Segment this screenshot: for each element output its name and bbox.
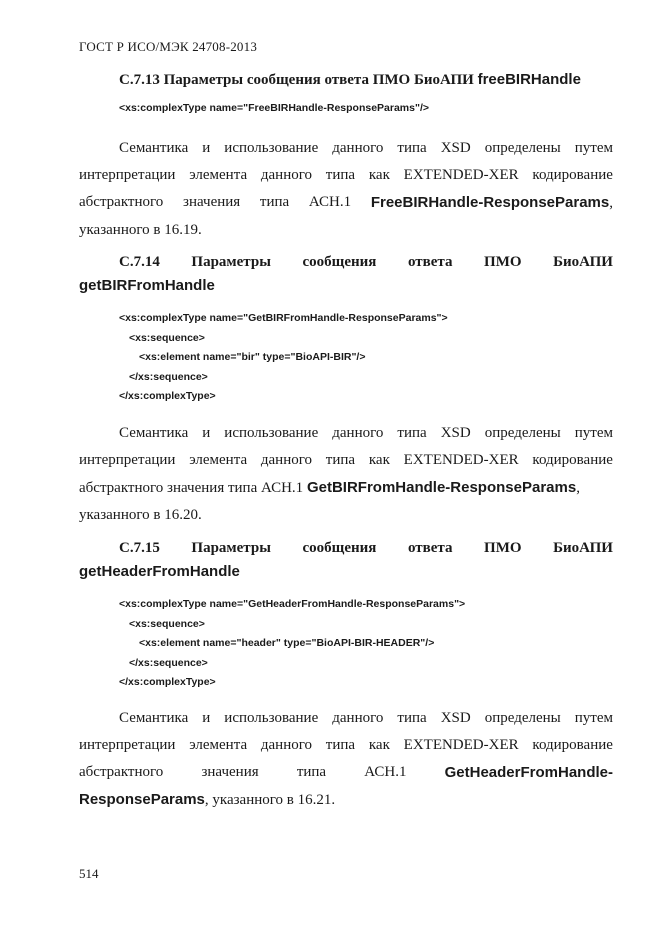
word: путем [574, 425, 613, 441]
punctuation: , [576, 480, 580, 496]
word: кодирование [532, 737, 613, 753]
word: определены [484, 425, 561, 441]
code-line: </xs:sequence> [129, 656, 208, 669]
word: EXTENDED-XER [403, 737, 519, 753]
word: и [202, 425, 211, 441]
word: Семантика [119, 710, 189, 726]
heading-line [79, 540, 613, 557]
xml-code-block [119, 595, 465, 693]
paragraph-line [79, 420, 613, 447]
code-line: <xs:complexType name="FreeBIRHandle-ResponseParams"/> [119, 102, 430, 114]
word: данного [260, 737, 313, 753]
word: элемента [189, 167, 248, 183]
word: XSD [440, 140, 471, 156]
paragraph-line [79, 474, 613, 502]
section-heading [79, 540, 613, 580]
paragraph [79, 420, 613, 529]
heading-line [79, 254, 613, 271]
heading-word: ПМО [372, 72, 411, 88]
heading-word: ПМО [484, 540, 522, 556]
word: значения [201, 764, 259, 780]
type-name: GetBIRFromHandle-ResponseParams [306, 479, 577, 496]
section-number: С.7.14 [119, 254, 160, 270]
word: данного [260, 167, 313, 183]
word: абстрактного [79, 480, 164, 496]
paragraph [79, 135, 613, 244]
code-line: </xs:sequence> [129, 370, 208, 383]
word: типа [325, 737, 356, 753]
paragraph-tail: указанного в 16.21. [208, 792, 336, 808]
word: значения [167, 480, 225, 496]
word: элемента [189, 452, 248, 468]
section-heading [79, 71, 613, 89]
type-name: GetHeaderFromHandle- [444, 764, 613, 781]
document-header: ГОСТ Р ИСО/МЭК 24708-2013 [79, 39, 258, 54]
code-line: </xs:complexType> [119, 676, 216, 688]
code-line: <xs:element name="bir" type="BioAPI-BIR"/> [139, 351, 366, 363]
word: типа [397, 140, 427, 156]
word: использование [224, 710, 319, 726]
paragraph [79, 705, 613, 814]
heading-word: Параметры [191, 254, 271, 270]
word: использование [224, 425, 319, 441]
paragraph-line [79, 786, 613, 814]
code-line: <xs:complexType name="GetHeaderFromHandle-ResponseParams"> [119, 598, 466, 610]
word: и [202, 140, 211, 156]
code-line: </xs:complexType> [119, 390, 216, 402]
word: абстрактного [79, 764, 164, 780]
page-number: 514 [79, 866, 99, 881]
paragraph-line [79, 447, 613, 474]
word: интерпретации [79, 167, 176, 183]
word: типа [325, 452, 356, 468]
paragraph-line [79, 162, 613, 189]
word: АСН.1 [261, 480, 304, 496]
punctuation: , [204, 792, 209, 808]
word: EXTENDED-XER [403, 452, 519, 468]
heading-word: сообщения [302, 540, 377, 556]
paragraph-line [79, 732, 613, 759]
heading-word: БиоАПИ [413, 72, 474, 88]
word: как [368, 167, 390, 183]
section-number: С.7.13 [119, 72, 160, 88]
heading-code-name: getBIRFromHandle [79, 277, 215, 294]
heading-word: ответа [407, 540, 453, 556]
word: как [368, 737, 390, 753]
word: использование [224, 140, 319, 156]
punctuation: , [609, 195, 613, 211]
word: АСН.1 [364, 764, 407, 780]
word: АСН.1 [308, 194, 352, 210]
word: как [368, 452, 390, 468]
word: кодирование [532, 167, 613, 183]
heading-word: сообщения [302, 254, 377, 270]
word: типа [325, 167, 356, 183]
word: EXTENDED-XER [403, 167, 519, 183]
heading-code-name: getHeaderFromHandle [79, 563, 240, 580]
heading-word: Параметры [191, 540, 271, 556]
paragraph-line [79, 705, 613, 732]
type-name-continuation: ResponseParams [79, 791, 205, 808]
heading-word: ответа [324, 72, 369, 88]
heading-word: БиоАПИ [553, 540, 613, 556]
word: интерпретации [79, 452, 176, 468]
word: данного [332, 710, 384, 726]
word: путем [574, 140, 613, 156]
word: типа [296, 764, 327, 780]
word: XSD [440, 425, 471, 441]
word: Семантика [119, 140, 189, 156]
xml-code-block [119, 309, 448, 407]
section-number: С.7.15 [119, 540, 160, 556]
paragraph-line [79, 135, 613, 162]
heading-code-name: freeBIRHandle [477, 71, 581, 88]
code-line: <xs:element name="header" type="BioAPI-BIR-HEADER"/> [139, 637, 435, 649]
heading-word: Параметры [163, 72, 244, 88]
word: XSD [440, 710, 471, 726]
heading-word: сообщения [246, 72, 321, 88]
word: определены [484, 710, 561, 726]
word: типа [397, 710, 427, 726]
xml-code-block [119, 99, 429, 119]
word: кодирование [532, 452, 613, 468]
paragraph-line: указанного в 16.19. [79, 222, 202, 238]
code-line: <xs:complexType name="GetBIRFromHandle-ResponseParams"> [119, 312, 448, 324]
word: типа [227, 480, 258, 496]
paragraph-line [79, 759, 613, 786]
paragraph-line [79, 189, 613, 217]
word: путем [574, 710, 613, 726]
word: Семантика [119, 425, 189, 441]
heading-word: БиоАПИ [553, 254, 613, 270]
word: данного [332, 140, 384, 156]
code-line: <xs:sequence> [129, 617, 205, 630]
word: и [202, 710, 211, 726]
paragraph-line: указанного в 16.20. [79, 507, 202, 523]
word: типа [259, 194, 290, 210]
word: данного [332, 425, 384, 441]
word: абстрактного [79, 194, 164, 210]
section-heading [79, 254, 613, 294]
heading-word: ПМО [484, 254, 522, 270]
word: данного [260, 452, 313, 468]
heading-word: ответа [407, 254, 453, 270]
type-name: FreeBIRHandle-ResponseParams [370, 194, 610, 211]
word: интерпретации [79, 737, 176, 753]
word: типа [397, 425, 427, 441]
word: значения [183, 194, 241, 210]
word: определены [484, 140, 561, 156]
word: элемента [189, 737, 248, 753]
code-line: <xs:sequence> [129, 331, 205, 344]
